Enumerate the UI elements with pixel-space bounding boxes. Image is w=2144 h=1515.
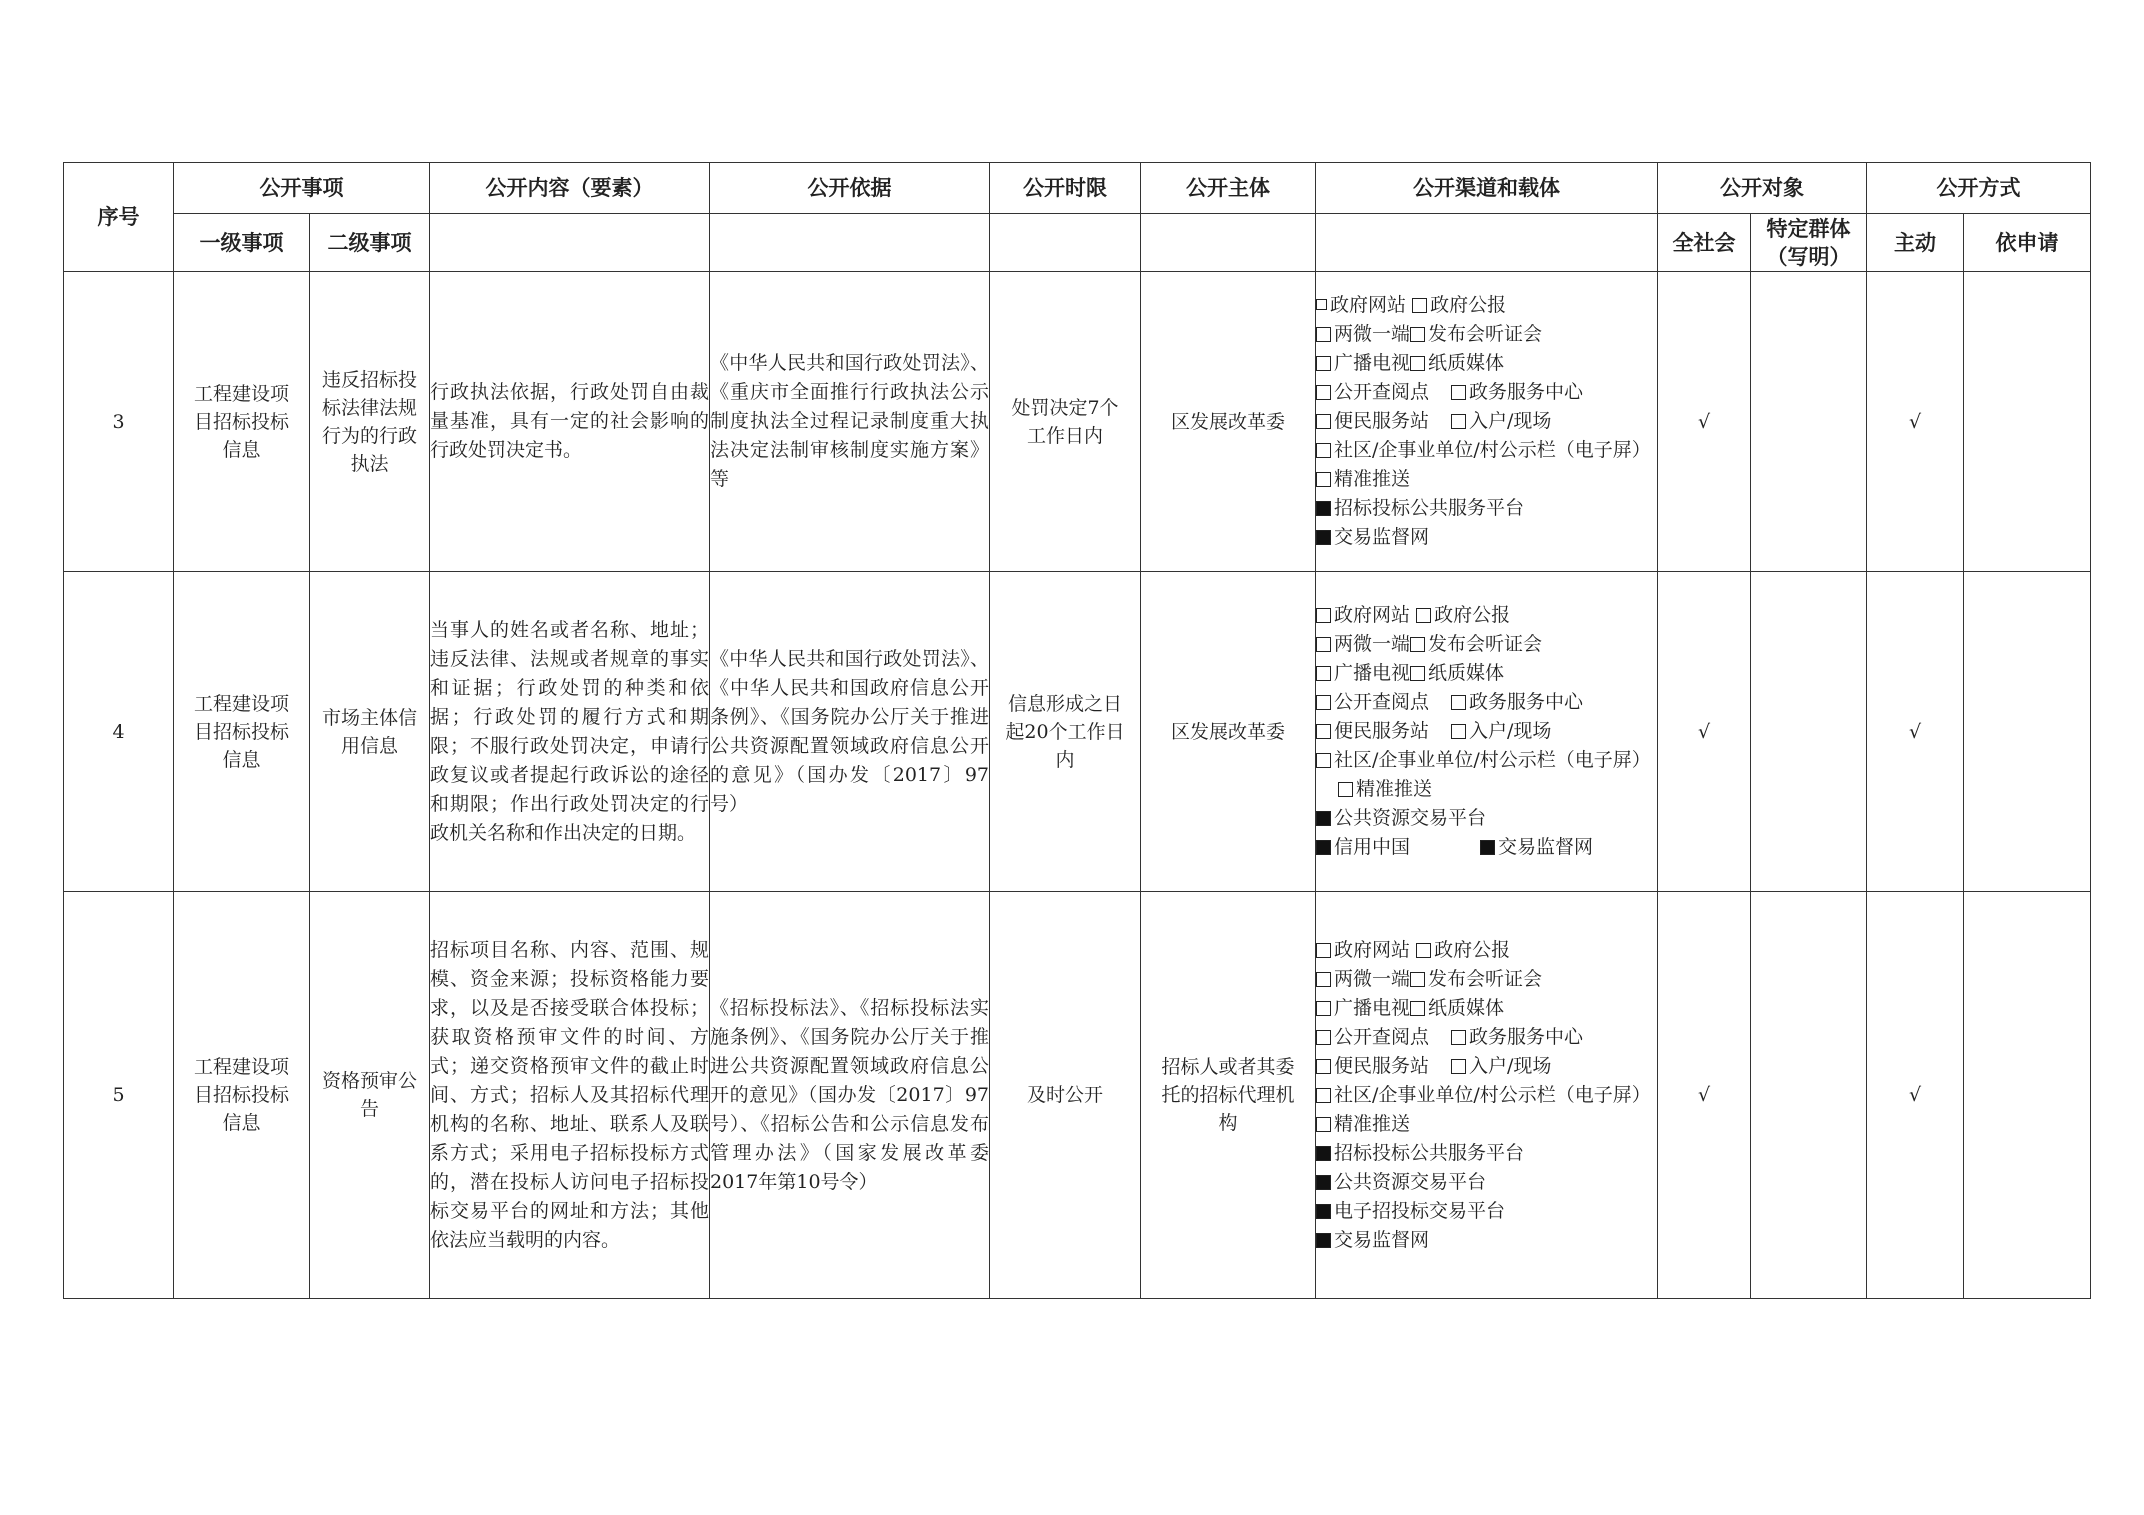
checked-box-icon xyxy=(1316,501,1331,516)
header-empty xyxy=(1316,214,1658,272)
checkbox-icon xyxy=(1412,298,1427,313)
row-on-request xyxy=(1964,892,2091,1299)
row-content: 当事人的姓名或者名称、地址；违反法律、法规或者规章的事实和证据；行政处罚的种类和依据；行政处罚的履行方式和期限；不服行政处罚决定，申请行政复议或者提起行政诉讼的途径和期限；作出行政处罚决定的行政机关名称和作出决定的日期。 xyxy=(430,572,710,892)
checkbox-icon xyxy=(1451,724,1466,739)
checkbox-icon xyxy=(1316,385,1331,400)
checkbox-icon xyxy=(1451,385,1466,400)
header-method-request: 依申请 xyxy=(1964,214,2091,272)
header-matters: 公开事项 xyxy=(174,163,430,214)
header-subject: 公开主体 xyxy=(1141,163,1316,214)
checkbox-icon xyxy=(1316,1030,1331,1045)
header-row-1 xyxy=(64,163,2091,214)
table-row xyxy=(64,572,2091,892)
row-subject: 区发展改革委 xyxy=(1141,572,1316,892)
row-seq: 4 xyxy=(64,572,174,892)
row-active: √ xyxy=(1867,892,1964,1299)
row-content: 行政执法依据，行政处罚自由裁量基准，具有一定的社会影响的行政处罚决定书。 xyxy=(430,272,710,572)
checkbox-icon xyxy=(1451,1030,1466,1045)
header-audience: 公开对象 xyxy=(1658,163,1867,214)
header-time-limit: 公开时限 xyxy=(990,163,1141,214)
header-method: 公开方式 xyxy=(1867,163,2091,214)
row-basis: 《招标投标法》、《招标投标法实施条例》、《国务院办公厅关于推进公共资源配置领域政府信息公开的意见》（国办发〔2017〕97号）、《招标公告和公示信息发布管理办法》（国家发展改革委2017年第10号令） xyxy=(710,892,990,1299)
row-channels: 政府网站 政府公报 两微一端 发布会听证会 广播电视 纸质媒体 公开查阅点 政务服务中心 便民服务站 入户/现场 社区/企事业单位/村公示栏（电子屏）精准推送 公共资源交易平台 信用中国 交易监督网 xyxy=(1316,572,1658,892)
checkbox-icon xyxy=(1451,695,1466,710)
row-specific xyxy=(1751,892,1867,1299)
header-audience-specific: 特定群体（写明） xyxy=(1751,214,1867,272)
checkbox-icon xyxy=(1316,414,1331,429)
row-level1: 工程建设项目招标投标信息 xyxy=(174,572,310,892)
checkbox-icon xyxy=(1316,472,1331,487)
checkbox-icon xyxy=(1338,782,1353,797)
header-basis: 公开依据 xyxy=(710,163,990,214)
checkbox-icon xyxy=(1416,608,1431,623)
row-level1: 工程建设项目招标投标信息 xyxy=(174,272,310,572)
row-level2: 资格预审公告 xyxy=(310,892,430,1299)
checkbox-icon xyxy=(1451,414,1466,429)
row-basis: 《中华人民共和国行政处罚法》、《中华人民共和国政府信息公开条例》、《国务院办公厅关于推进公共资源配置领域政府信息公开的意见》（国办发〔2017〕97号） xyxy=(710,572,990,892)
row-time-limit: 处罚决定7个工作日内 xyxy=(990,272,1141,572)
checked-box-icon xyxy=(1316,1146,1331,1161)
row-all-society: √ xyxy=(1658,272,1751,572)
row-on-request xyxy=(1964,572,2091,892)
checkbox-icon xyxy=(1316,299,1327,310)
checked-box-icon xyxy=(1316,530,1331,545)
checkbox-icon xyxy=(1316,666,1331,681)
table-row xyxy=(64,892,2091,1299)
checkbox-icon xyxy=(1316,608,1331,623)
row-basis: 《中华人民共和国行政处罚法》、《重庆市全面推行行政执法公示制度执法全过程记录制度重大执法决定法制审核制度实施方案》等 xyxy=(710,272,990,572)
header-empty xyxy=(1141,214,1316,272)
checkbox-icon xyxy=(1316,1059,1331,1074)
checkbox-icon xyxy=(1316,443,1331,458)
row-seq: 3 xyxy=(64,272,174,572)
checkbox-icon xyxy=(1316,356,1331,371)
checked-box-icon xyxy=(1316,811,1331,826)
checkbox-icon xyxy=(1316,1088,1331,1103)
header-channels: 公开渠道和载体 xyxy=(1316,163,1658,214)
checkbox-icon xyxy=(1316,724,1331,739)
checked-box-icon xyxy=(1316,1204,1331,1219)
header-method-active: 主动 xyxy=(1867,214,1964,272)
checkbox-icon xyxy=(1416,943,1431,958)
row-channels: 政府网站 政府公报 两微一端 发布会听证会 广播电视 纸质媒体 公开查阅点 政务服务中心 便民服务站 入户/现场 社区/企事业单位/村公示栏（电子屏） 精准推送 招标投标公共服务平台 公共资源交易平台 电子招投标交易平台 交易监督网 xyxy=(1316,892,1658,1299)
row-level1: 工程建设项目招标投标信息 xyxy=(174,892,310,1299)
header-empty xyxy=(430,214,710,272)
checkbox-icon xyxy=(1410,1001,1425,1016)
checkbox-icon xyxy=(1316,943,1331,958)
row-time-limit: 信息形成之日起20个工作日内 xyxy=(990,572,1141,892)
checked-box-icon xyxy=(1316,1233,1331,1248)
header-level1: 一级事项 xyxy=(174,214,310,272)
row-specific xyxy=(1751,572,1867,892)
checkbox-icon xyxy=(1410,327,1425,342)
checkbox-icon xyxy=(1451,1059,1466,1074)
row-content: 招标项目名称、内容、范围、规模、资金来源；投标资格能力要求，以及是否接受联合体投标；获取资格预审文件的时间、方式；递交资格预审文件的截止时间、方式；招标人及其招标代理机构的名称、地址、联系人及联系方式；采用电子招标投标方式的，潜在投标人访问电子招标投标交易平台的网址和方法；其他依法应当载明的内容。 xyxy=(430,892,710,1299)
row-on-request xyxy=(1964,272,2091,572)
row-active: √ xyxy=(1867,572,1964,892)
checked-box-icon xyxy=(1480,840,1495,855)
checkbox-icon xyxy=(1316,1001,1331,1016)
checked-box-icon xyxy=(1316,840,1331,855)
header-level2: 二级事项 xyxy=(310,214,430,272)
row-subject: 招标人或者其委托的招标代理机构 xyxy=(1141,892,1316,1299)
checkbox-icon xyxy=(1410,666,1425,681)
row-seq: 5 xyxy=(64,892,174,1299)
header-seq: 序号 xyxy=(64,163,174,272)
header-audience-all: 全社会 xyxy=(1658,214,1751,272)
header-empty xyxy=(710,214,990,272)
checkbox-icon xyxy=(1316,972,1331,987)
checkbox-icon xyxy=(1316,1117,1331,1132)
row-all-society: √ xyxy=(1658,572,1751,892)
table-row xyxy=(64,272,2091,572)
checkbox-icon xyxy=(1316,327,1331,342)
row-subject: 区发展改革委 xyxy=(1141,272,1316,572)
header-empty xyxy=(990,214,1141,272)
checkbox-icon xyxy=(1316,753,1331,768)
row-level2: 违反招标投标法律法规行为的行政执法 xyxy=(310,272,430,572)
row-specific xyxy=(1751,272,1867,572)
row-level2: 市场主体信用信息 xyxy=(310,572,430,892)
header-content: 公开内容（要素） xyxy=(430,163,710,214)
disclosure-table xyxy=(63,162,2091,1299)
checkbox-icon xyxy=(1316,637,1331,652)
row-channels: 政府网站 政府公报 两微一端 发布会听证会 广播电视 纸质媒体 公开查阅点 政务服务中心 便民服务站 入户/现场 社区/企事业单位/村公示栏（电子屏） 精准推送 招标投标公共服务平台 交易监督网 xyxy=(1316,272,1658,572)
row-all-society: √ xyxy=(1658,892,1751,1299)
checkbox-icon xyxy=(1316,695,1331,710)
checked-box-icon xyxy=(1316,1175,1331,1190)
checkbox-icon xyxy=(1410,356,1425,371)
checkbox-icon xyxy=(1410,637,1425,652)
header-row-2 xyxy=(64,214,2091,272)
row-time-limit: 及时公开 xyxy=(990,892,1141,1299)
checkbox-icon xyxy=(1410,972,1425,987)
row-active: √ xyxy=(1867,272,1964,572)
